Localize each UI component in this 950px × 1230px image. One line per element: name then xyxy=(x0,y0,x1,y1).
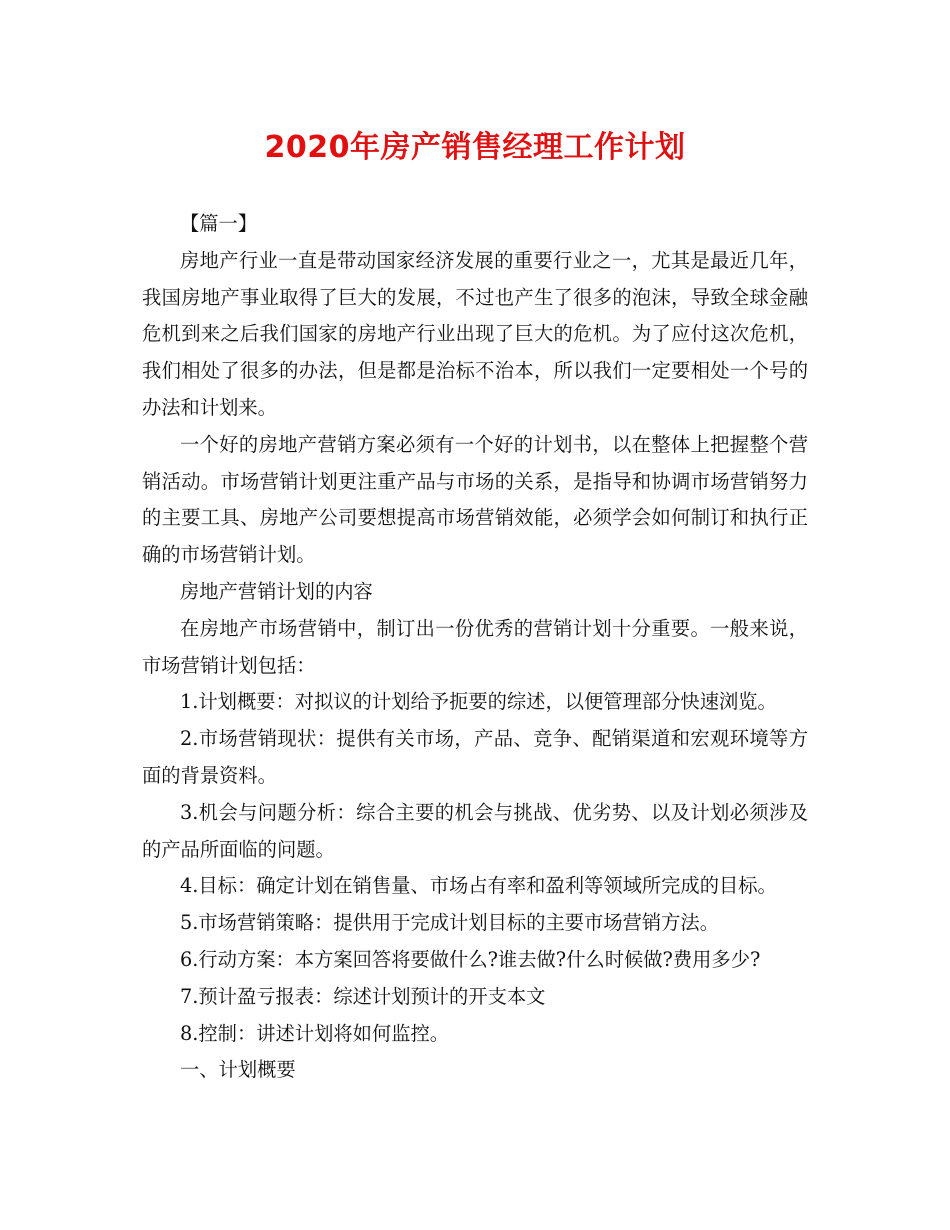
paragraph-marketing-plan: 一个好的房地产营销方案必须有一个好的计划书，以在整体上把握整个营销活动。市场营销计划更注重产品与市场的关系，是指导和协调市场营销努力的主要工具、房地产公司要想提高市场营销效能，必须学会如何制订和执行正确的市场营销计划。 xyxy=(142,432,808,567)
paragraph-plan-includes: 在房地产市场营销中，制订出一份优秀的营销计划十分重要。一般来说，市场营销计划包括： xyxy=(142,616,808,677)
list-item-3: 3.机会与问题分析：综合主要的机会与挑战、优劣势、以及计划必须涉及的产品所面临的问题。 xyxy=(142,800,808,861)
section-heading-plan-summary: 一、计划概要 xyxy=(180,1058,296,1082)
paragraph-intro: 房地产行业一直是带动国家经济发展的重要行业之一，尤其是最近几年，我国房地产事业取得了巨大的发展，不过也产生了很多的泡沫，导致全球金融危机到来之后我们国家的房地产行业出现了巨大的危机。为了应付这次危机，我们相处了很多的办法，但是都是治标不治本，所以我们一定要相处一个号的办法和计划来。 xyxy=(142,248,808,419)
document-body xyxy=(142,206,808,1089)
list-item-1: 1.计划概要：对拟议的计划给予扼要的综述，以便管理部分快速浏览。 xyxy=(180,690,777,714)
list-item-4: 4.目标：确定计划在销售量、市场占有率和盈利等领域所完成的目标。 xyxy=(180,874,777,898)
subheading-plan-content: 房地产营销计划的内容 xyxy=(180,579,373,603)
list-item-5: 5.市场营销策略：提供用于完成计划目标的主要市场营销方法。 xyxy=(180,911,719,935)
list-item-2: 2.市场营销现状：提供有关市场，产品、竞争、配销渠道和宏观环境等方面的背景资料。 xyxy=(142,727,808,787)
list-item-7: 7.预计盈亏报表：综述计划预计的开支本文 xyxy=(180,984,546,1008)
document-title: 2020年房产销售经理工作计划 xyxy=(264,130,686,165)
section-heading: 【篇一】 xyxy=(180,212,258,235)
list-item-8: 8.控制：讲述计划将如何监控。 xyxy=(180,1021,450,1045)
list-item-6: 6.行动方案：本方案回答将要做什么?谁去做?什么时候做?费用多少? xyxy=(180,947,761,971)
